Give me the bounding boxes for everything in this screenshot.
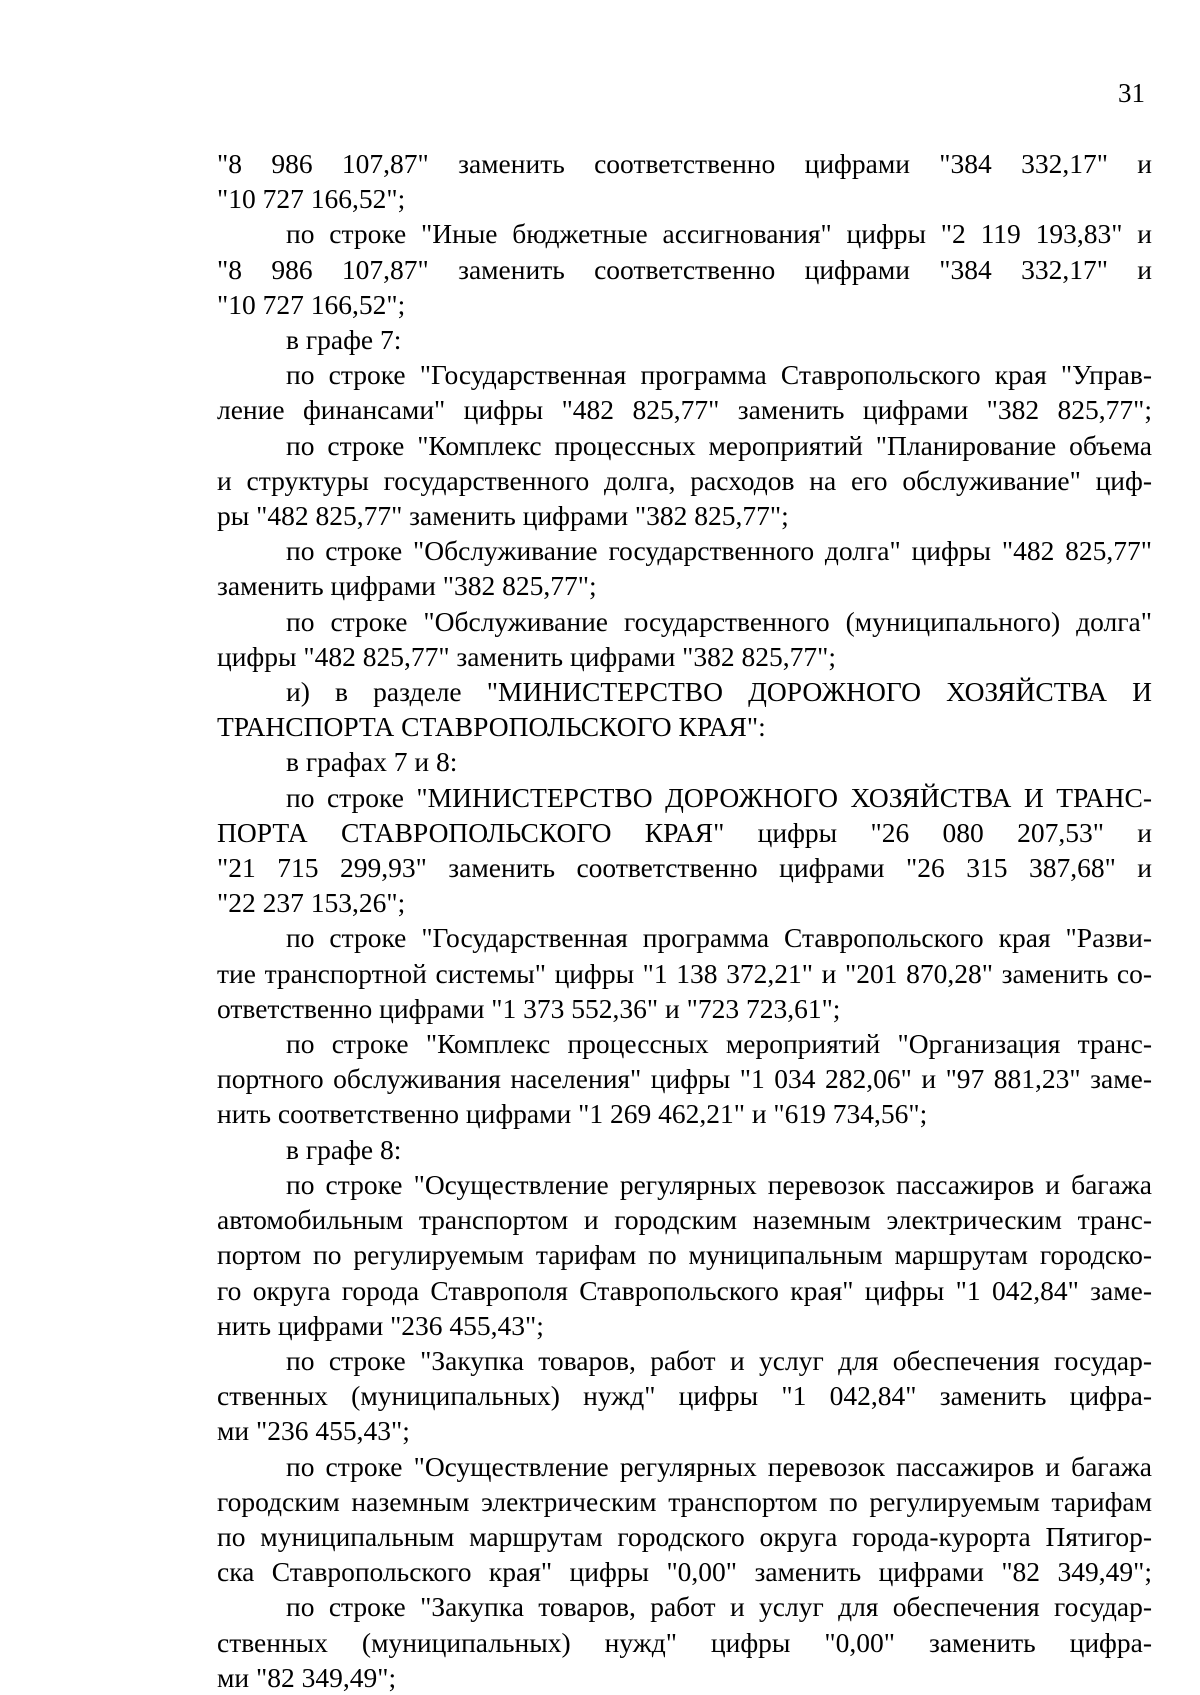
text-line: по строке "Комплекс процессных мероприятий "Планирование объема	[286, 429, 1152, 461]
text-line: ответственно цифрами "1 373 552,36" и "723 723,61";	[217, 992, 841, 1024]
text-line: в графе 8:	[286, 1133, 402, 1165]
text-line: тие транспортной системы" цифры "1 138 372,21" и "201 870,28" заменить со-	[217, 957, 1152, 989]
text-line: по муниципальным маршрутам городского округа города-курорта Пятигор-	[217, 1520, 1152, 1552]
text-line: "10 727 166,52";	[217, 183, 406, 215]
text-line: ПОРТА СТАВРОПОЛЬСКОГО КРАЯ" цифры "26 080 207,53" и	[217, 816, 1152, 848]
text-line: по строке "Комплекс процессных мероприятий "Организация транс-	[286, 1028, 1152, 1060]
text-line: ление финансами" цифры "482 825,77" заменить цифрами "382 825,77";	[217, 394, 1152, 426]
text-line: по строке "Иные бюджетные ассигнования" цифры "2 119 193,83" и	[286, 218, 1152, 250]
text-line: го округа города Ставрополя Ставропольского края" цифры "1 042,84" заме-	[217, 1274, 1152, 1306]
text-line: по строке "Государственная программа Ставропольского края "Разви-	[286, 922, 1152, 954]
text-line: по строке "Обслуживание государственного долга" цифры "482 825,77"	[286, 535, 1152, 567]
text-line: по строке "Обслуживание государственного (муниципального) долга"	[286, 605, 1152, 637]
text-line: заменить цифрами "382 825,77";	[217, 570, 597, 602]
text-line: "21 715 299,93" заменить соответственно цифрами "26 315 387,68" и	[217, 852, 1152, 884]
text-line: цифры "482 825,77" заменить цифрами "382 825,77";	[217, 640, 837, 672]
text-line: по строке "Закупка товаров, работ и услуг для обеспечения государ-	[286, 1591, 1152, 1623]
text-line: в графах 7 и 8:	[286, 746, 458, 778]
text-line: "22 237 153,26";	[217, 887, 406, 919]
text-line: автомобильным транспортом и городским наземным электрическим транс-	[217, 1204, 1152, 1236]
text-line: ска Ставропольского края" цифры "0,00" заменить цифрами "82 349,49";	[217, 1556, 1152, 1588]
document-body	[217, 146, 1152, 1695]
text-line: портного обслуживания населения" цифры "1 034 282,06" и "97 881,23" заме-	[217, 1063, 1152, 1095]
text-line: ми "236 455,43";	[217, 1415, 410, 1447]
page-number: 31	[1118, 78, 1145, 108]
text-line: нить цифрами "236 455,43";	[217, 1309, 544, 1341]
text-line: по строке "МИНИСТЕРСТВО ДОРОЖНОГО ХОЗЯЙСТВА И ТРАНС-	[286, 781, 1152, 813]
text-line: городским наземным электрическим транспортом по регулируемым тарифам	[217, 1485, 1152, 1517]
text-line: и) в разделе "МИНИСТЕРСТВО ДОРОЖНОГО ХОЗЯЙСТВА И	[286, 676, 1152, 708]
text-line: портом по регулируемым тарифам по муниципальным маршрутам городско-	[217, 1239, 1152, 1271]
text-line: ственных (муниципальных) нужд" цифры "1 042,84" заменить цифра-	[217, 1380, 1152, 1412]
text-line: "8 986 107,87" заменить соответственно цифрами "384 332,17" и	[217, 253, 1152, 285]
text-line: "10 727 166,52";	[217, 288, 406, 320]
text-line: ры "482 825,77" заменить цифрами "382 825,77";	[217, 500, 789, 532]
text-line: ТРАНСПОРТА СТАВРОПОЛЬСКОГО КРАЯ":	[217, 711, 766, 743]
text-line: в графе 7:	[286, 324, 402, 356]
text-line: по строке "Государственная программа Ставропольского края "Управ-	[286, 359, 1152, 391]
text-line: нить соответственно цифрами "1 269 462,21" и "619 734,56";	[217, 1098, 928, 1130]
text-line: ственных (муниципальных) нужд" цифры "0,00" заменить цифра-	[217, 1626, 1152, 1658]
text-line: ми "82 349,49";	[217, 1661, 397, 1693]
text-line: по строке "Закупка товаров, работ и услуг для обеспечения государ-	[286, 1344, 1152, 1376]
text-line: по строке "Осуществление регулярных перевозок пассажиров и багажа	[286, 1450, 1152, 1482]
text-line: "8 986 107,87" заменить соответственно цифрами "384 332,17" и	[217, 148, 1152, 179]
text-line: и структуры государственного долга, расходов на его обслуживание" циф-	[217, 464, 1152, 496]
text-line: по строке "Осуществление регулярных перевозок пассажиров и багажа	[286, 1168, 1152, 1200]
